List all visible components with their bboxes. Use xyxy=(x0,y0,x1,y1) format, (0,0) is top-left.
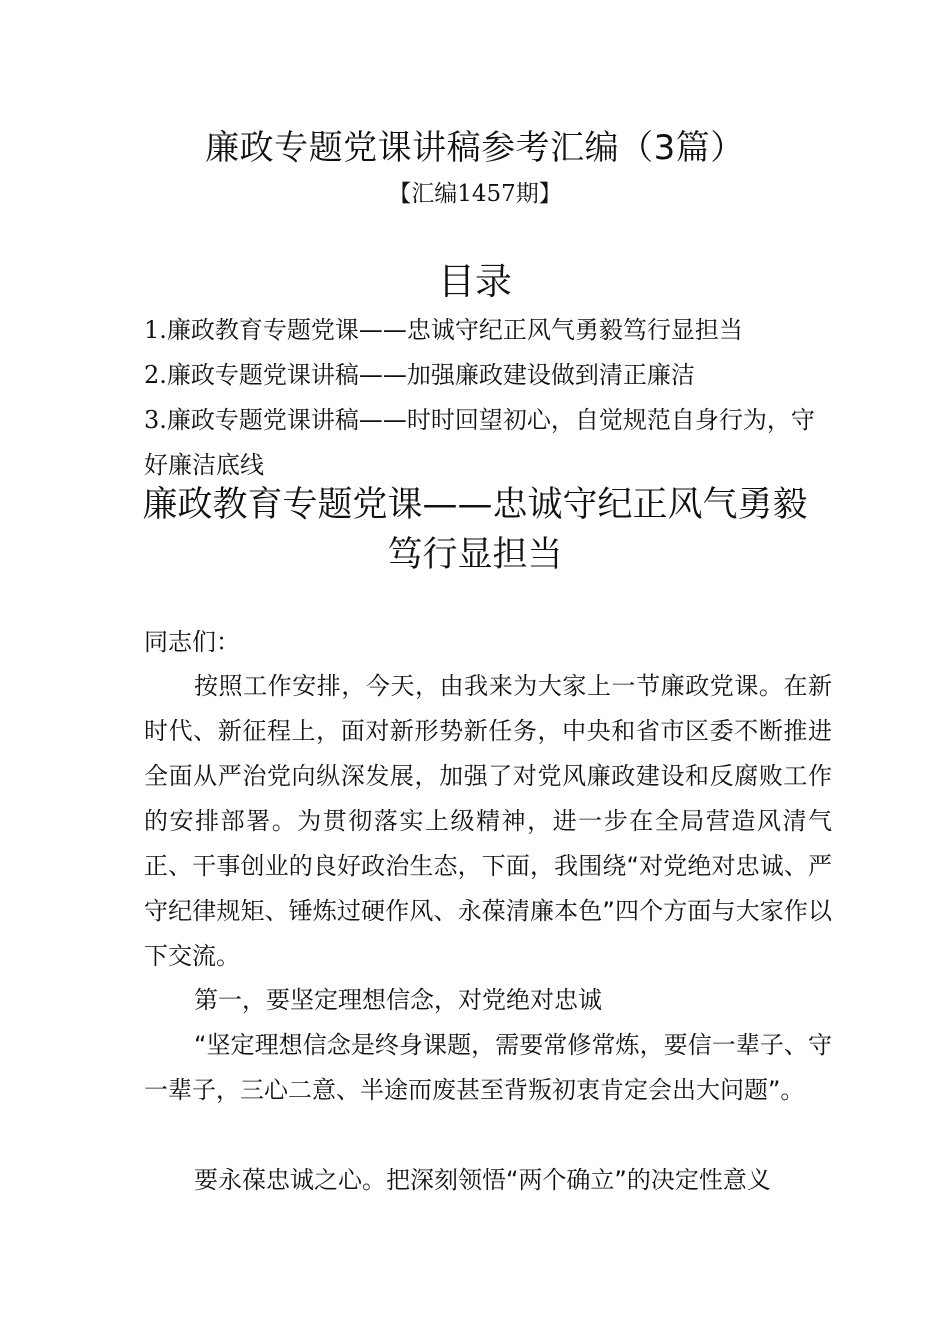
toc-item-text: 廉政专题党课讲稿——加强廉政建设做到清正廉洁 xyxy=(166,361,695,389)
document-title: 廉政专题党课讲稿参考汇编（3篇） xyxy=(205,128,745,168)
document-issue-number: 【汇编1457期】 xyxy=(388,181,562,207)
salutation: 同志们： xyxy=(144,628,240,656)
toc-item-text: 廉政教育专题党课——忠诚守纪正风气勇毅笃行显担当 xyxy=(166,316,743,344)
toc-item-text: 廉政专题党课讲稿——时时回望初心，自觉规范自身行为，守好廉洁底线 xyxy=(144,406,815,479)
toc-item-number: 2. xyxy=(144,361,167,389)
section-heading: 第一，要坚定理想信念，对党绝对忠诚 xyxy=(194,986,602,1014)
body-paragraph: “坚定理想信念是终身课题，需要常修常炼，要信一辈子、守一辈子，三心二意、半途而废甚至背叛初衷肯定会出大问题”。 xyxy=(144,1031,832,1104)
toc-item[interactable] xyxy=(144,353,834,398)
toc-item-number: 3. xyxy=(144,406,167,434)
toc-heading: 目录 xyxy=(438,260,512,303)
toc-item[interactable] xyxy=(144,398,834,488)
body-paragraph: 按照工作安排，今天，由我来为大家上一节廉政党课。在新时代、新征程上，面对新形势新任务，中央和省市区委不断推进全面从严治党向纵深发展，加强了对党风廉政建设和反腐败工作的安排部署。为贯彻落实上级精神，进一步在全局营造风清气正、干事创业的良好政治生态，下面，我围绕“对党绝对忠诚、严守纪律规矩、锤炼过硬作风、永葆清廉本色”四个方面与大家作以下交流。 xyxy=(144,672,832,970)
toc-item[interactable] xyxy=(144,308,834,353)
toc-item-number: 1. xyxy=(144,316,167,344)
body-paragraph: 要永葆忠诚之心。把深刻领悟“两个确立”的决定性意义 xyxy=(194,1166,771,1194)
section-title: 廉政教育专题党课——忠诚守纪正风气勇毅笃行显担当 xyxy=(142,485,808,575)
